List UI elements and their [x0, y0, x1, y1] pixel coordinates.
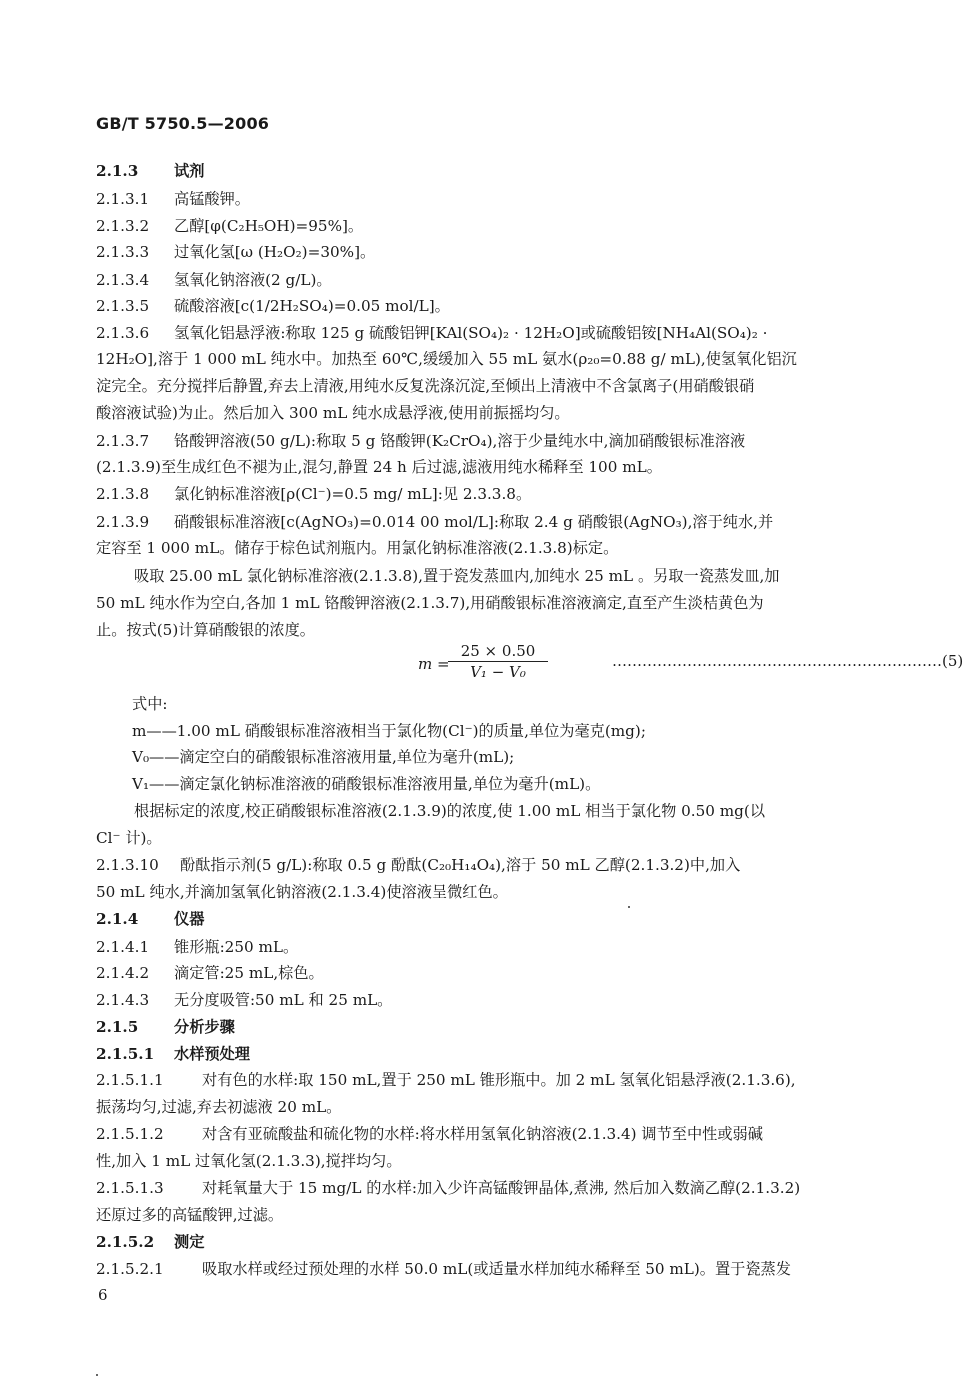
item-2-1-3-10 [96, 855, 871, 875]
item-text: 高锰酸钾。 [174, 190, 250, 208]
section-heading-2-1-5 [96, 1017, 871, 1037]
item-number: 2.1.5.1.1 [96, 1071, 164, 1089]
section-title: 测定 [174, 1233, 205, 1251]
section-title: 仪器 [174, 910, 205, 928]
formula-lhs: m = [418, 655, 450, 673]
section-number: 2.1.5.1 [96, 1045, 155, 1063]
calibration-line2: 50 mL 纯水作为空白,各加 1 mL 铬酸钾溶液(2.1.3.7),用硝酸银标准溶液滴定,直至产生淡桔黄色为 [96, 594, 764, 612]
definition-v0: V₀——滴定空白的硝酸银标准溶液用量,单位为毫升(mL); [132, 748, 515, 766]
section-title: 水样预处理 [174, 1045, 250, 1063]
item-2-1-3-5 [96, 296, 871, 316]
item-text: 酚酞指示剂(5 g/L):称取 0.5 g 酚酞(C₂₀H₁₄O₄),溶于 50 mL 乙醇(2.1.3.2)中,加入 [180, 856, 741, 874]
item-text: 乙醇[φ(C₂H₅OH)=95%]。 [174, 217, 364, 235]
formula-numerator: 25 × 0.50 [448, 642, 548, 662]
calibration-line1: 吸取 25.00 mL 氯化钠标准溶液(2.1.3.8),置于瓷发蒸皿内,加纯水 25 mL 。另取一瓷蒸发皿,加 [134, 567, 780, 585]
item-2-1-3-6-line2: 12H₂O],溶于 1 000 mL 纯水中。加热至 60℃,缓缓加入 55 mL 氨水(ρ₂₀=0.88 g/ mL),使氢氧化铝沉 [96, 350, 797, 368]
item-number: 2.1.3.4 [96, 271, 150, 289]
item-text: 过氧化氢[ω (H₂O₂)=30%]。 [174, 243, 376, 261]
standard-header: GB/T 5750.5—2006 [96, 114, 270, 133]
item-number: 2.1.3.1 [96, 190, 150, 208]
item-number: 2.1.3.10 [96, 856, 159, 874]
adjust-line1: 根据标定的浓度,校正硝酸银标准溶液(2.1.3.9)的浓度,使 1.00 mL 相当于氯化物 0.50 mg(以 [134, 802, 766, 820]
item-number: 2.1.4.1 [96, 938, 150, 956]
section-heading-2-1-5-2 [96, 1232, 871, 1252]
item-number: 2.1.3.6 [96, 324, 150, 342]
item-2-1-3-6-line4: 酸溶液试验)为止。然后加入 300 mL 纯水成悬浮液,使用前振摇均匀。 [96, 404, 570, 422]
section-number: 2.1.5.2 [96, 1233, 155, 1251]
section-heading-2-1-4 [96, 909, 871, 929]
section-number: 2.1.5 [96, 1018, 139, 1036]
item-2-1-5-1-3-line2: 还原过多的高锰酸钾,过滤。 [96, 1206, 284, 1224]
item-2-1-5-1-2-line2: 性,加入 1 mL 过氧化氢(2.1.3.3),搅拌均匀。 [96, 1152, 402, 1170]
item-text: 氢氧化铝悬浮液:称取 125 g 硫酸铝钾[KAl(SO₄)₂ · 12H₂O]或硫酸铝铵[NH₄Al(SO₄)₂ · [174, 324, 768, 342]
item-2-1-3-1 [96, 189, 871, 209]
item-2-1-4-2 [96, 963, 871, 983]
item-number: 2.1.3.9 [96, 513, 150, 531]
item-text: 对含有亚硫酸盐和硫化物的水样:将水样用氢氧化钠溶液(2.1.3.4) 调节至中性或弱碱 [202, 1125, 763, 1143]
item-number: 2.1.4.2 [96, 964, 150, 982]
item-2-1-3-6-line3: 淀完全。充分搅拌后静置,弃去上清液,用纯水反复洗涤沉淀,至倾出上清液中不含氯离子(用硝酸银硝 [96, 377, 755, 395]
item-2-1-3-2 [96, 216, 871, 236]
item-2-1-3-6 [96, 323, 871, 343]
scan-speck [628, 906, 630, 908]
item-text: 硫酸溶液[c(1/2H₂SO₄)=0.05 mol/L]。 [174, 297, 450, 315]
item-2-1-5-2-1 [96, 1259, 871, 1279]
item-2-1-3-7-line2: (2.1.3.9)至生成红色不褪为止,混匀,静置 24 h 后过滤,滤液用纯水稀释至 100 mL。 [96, 458, 662, 476]
item-text: 无分度吸管:50 mL 和 25 mL。 [174, 991, 393, 1009]
section-title: 试剂 [174, 162, 205, 180]
formula-number: …………………………………………………………(5) [612, 652, 963, 670]
item-text: 铬酸钾溶液(50 g/L):称取 5 g 铬酸钾(K₂CrO₄),溶于少量纯水中,滴加硝酸银标准溶液 [174, 432, 746, 450]
section-title: 分析步骤 [174, 1018, 235, 1036]
item-2-1-5-1-2 [96, 1124, 871, 1144]
item-number: 2.1.3.7 [96, 432, 150, 450]
adjust-line2: Cl⁻ 计)。 [96, 829, 162, 847]
item-text: 吸取水样或经过预处理的水样 50.0 mL(或适量水样加纯水稀释至 50 mL)。置于瓷蒸发 [202, 1260, 791, 1278]
definition-v1: V₁——滴定氯化钠标准溶液的硝酸银标准溶液用量,单位为毫升(mL)。 [132, 775, 601, 793]
item-text: 氯化钠标准溶液[ρ(Cl⁻)=0.5 mg/ mL]:见 2.3.3.8。 [174, 485, 532, 503]
where-label: 式中: [132, 695, 168, 713]
section-heading-2-1-3 [96, 161, 871, 181]
item-number: 2.1.4.3 [96, 991, 150, 1009]
page-number: 6 [98, 1286, 108, 1304]
item-text: 硝酸银标准溶液[c(AgNO₃)=0.014 00 mol/L]:称取 2.4 g 硝酸银(AgNO₃),溶于纯水,并 [174, 513, 774, 531]
section-number: 2.1.4 [96, 910, 139, 928]
item-text: 对耗氧量大于 15 mg/L 的水样:加入少许高锰酸钾晶体,煮沸, 然后加入数滴乙醇(2.1.3.2) [202, 1179, 801, 1197]
item-number: 2.1.3.5 [96, 297, 150, 315]
item-2-1-5-1-1-line2: 振荡均匀,过滤,弃去初滤液 20 mL。 [96, 1098, 342, 1116]
item-number: 2.1.5.2.1 [96, 1260, 164, 1278]
item-2-1-5-1-1 [96, 1070, 871, 1090]
item-2-1-3-8 [96, 484, 871, 504]
item-2-1-5-1-3 [96, 1178, 871, 1198]
section-number: 2.1.3 [96, 162, 139, 180]
calibration-line3: 止。按式(5)计算硝酸银的浓度。 [96, 621, 315, 639]
item-number: 2.1.3.8 [96, 485, 150, 503]
scan-speck [96, 1374, 98, 1376]
item-text: 氢氧化钠溶液(2 g/L)。 [174, 271, 332, 289]
item-2-1-3-9-line2: 定容至 1 000 mL。储存于棕色试剂瓶内。用氯化钠标准溶液(2.1.3.8)标定。 [96, 539, 619, 557]
item-2-1-3-3 [96, 242, 871, 262]
item-number: 2.1.3.2 [96, 217, 150, 235]
item-number: 2.1.3.3 [96, 243, 150, 261]
item-2-1-3-4 [96, 270, 871, 290]
section-heading-2-1-5-1 [96, 1044, 871, 1064]
definition-m: m——1.00 mL 硝酸银标准溶液相当于氯化物(Cl⁻)的质量,单位为毫克(mg); [132, 722, 646, 740]
formula-denominator: V₁ − V₀ [470, 663, 526, 681]
item-number: 2.1.5.1.3 [96, 1179, 164, 1197]
item-number: 2.1.5.1.2 [96, 1125, 164, 1143]
formula-fraction [448, 642, 548, 681]
item-text: 锥形瓶:250 mL。 [174, 938, 299, 956]
item-text: 对有色的水样:取 150 mL,置于 250 mL 锥形瓶中。加 2 mL 氢氧化铝悬浮液(2.1.3.6), [202, 1071, 796, 1089]
item-2-1-3-7 [96, 431, 871, 451]
item-2-1-3-9 [96, 512, 871, 532]
item-2-1-4-1 [96, 937, 871, 957]
item-2-1-4-3 [96, 990, 871, 1010]
item-text: 滴定管:25 mL,棕色。 [174, 964, 324, 982]
item-2-1-3-10-line2: 50 mL 纯水,并滴加氢氧化钠溶液(2.1.3.4)使溶液呈微红色。 [96, 883, 508, 901]
